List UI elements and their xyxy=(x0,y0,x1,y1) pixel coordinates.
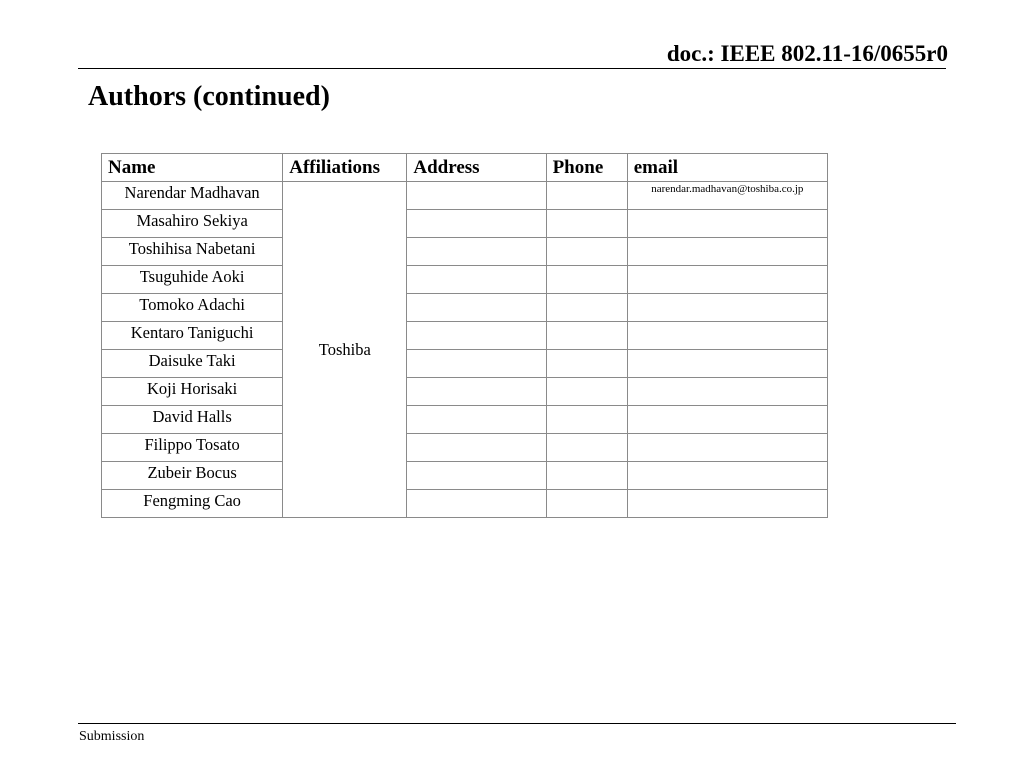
author-name-cell: Koji Horisaki xyxy=(102,378,283,406)
table-row xyxy=(102,434,828,462)
author-name-cell: Daisuke Taki xyxy=(102,350,283,378)
email-cell xyxy=(627,322,827,350)
author-name-cell: Kentaro Taniguchi xyxy=(102,322,283,350)
email-cell xyxy=(627,294,827,322)
table-row xyxy=(102,238,828,266)
table-row xyxy=(102,210,828,238)
email-cell: narendar.madhavan@toshiba.co.jp xyxy=(627,182,827,210)
address-cell xyxy=(407,378,546,406)
footer-submission: Submission xyxy=(79,729,145,744)
address-cell xyxy=(407,434,546,462)
email-cell xyxy=(627,350,827,378)
table-row xyxy=(102,266,828,294)
affiliation-cell: Toshiba xyxy=(283,182,407,518)
table-row xyxy=(102,406,828,434)
header-divider xyxy=(78,68,946,69)
address-cell xyxy=(407,182,546,210)
phone-cell xyxy=(546,182,627,210)
author-name-cell: Tomoko Adachi xyxy=(102,294,283,322)
phone-cell xyxy=(546,322,627,350)
phone-cell xyxy=(546,490,627,518)
author-name-cell: David Halls xyxy=(102,406,283,434)
table-row xyxy=(102,350,828,378)
address-cell xyxy=(407,266,546,294)
phone-cell xyxy=(546,238,627,266)
email-cell xyxy=(627,462,827,490)
author-name-cell: Narendar Madhavan xyxy=(102,182,283,210)
email-cell xyxy=(627,210,827,238)
phone-cell xyxy=(546,406,627,434)
column-header-phone: Phone xyxy=(546,154,627,182)
phone-cell xyxy=(546,434,627,462)
column-header-name: Name xyxy=(102,154,283,182)
table-header-row xyxy=(102,154,828,182)
table-row xyxy=(102,462,828,490)
author-name-cell: Masahiro Sekiya xyxy=(102,210,283,238)
footer-divider xyxy=(78,723,956,724)
document-id: doc.: IEEE 802.11-16/0655r0 xyxy=(666,41,948,66)
author-name-cell: Fengming Cao xyxy=(102,490,283,518)
address-cell xyxy=(407,294,546,322)
column-header-affiliations: Affiliations xyxy=(283,154,407,182)
address-cell xyxy=(407,238,546,266)
authors-table-body xyxy=(102,182,828,518)
email-cell xyxy=(627,490,827,518)
phone-cell xyxy=(546,266,627,294)
table-row xyxy=(102,378,828,406)
address-cell xyxy=(407,406,546,434)
slide-title: Authors (continued) xyxy=(88,81,330,112)
table-row xyxy=(102,294,828,322)
phone-cell xyxy=(546,462,627,490)
column-header-address: Address xyxy=(407,154,546,182)
authors-table xyxy=(101,153,828,518)
email-cell xyxy=(627,378,827,406)
author-name-cell: Tsuguhide Aoki xyxy=(102,266,283,294)
email-cell xyxy=(627,434,827,462)
address-cell xyxy=(407,210,546,238)
address-cell xyxy=(407,350,546,378)
phone-cell xyxy=(546,350,627,378)
email-cell xyxy=(627,406,827,434)
table-row xyxy=(102,490,828,518)
address-cell xyxy=(407,322,546,350)
phone-cell xyxy=(546,294,627,322)
phone-cell xyxy=(546,210,627,238)
email-cell xyxy=(627,266,827,294)
email-cell xyxy=(627,238,827,266)
table-row xyxy=(102,182,828,210)
table-row xyxy=(102,322,828,350)
author-name-cell: Toshihisa Nabetani xyxy=(102,238,283,266)
column-header-email: email xyxy=(627,154,827,182)
address-cell xyxy=(407,462,546,490)
author-name-cell: Zubeir Bocus xyxy=(102,462,283,490)
author-name-cell: Filippo Tosato xyxy=(102,434,283,462)
phone-cell xyxy=(546,378,627,406)
address-cell xyxy=(407,490,546,518)
